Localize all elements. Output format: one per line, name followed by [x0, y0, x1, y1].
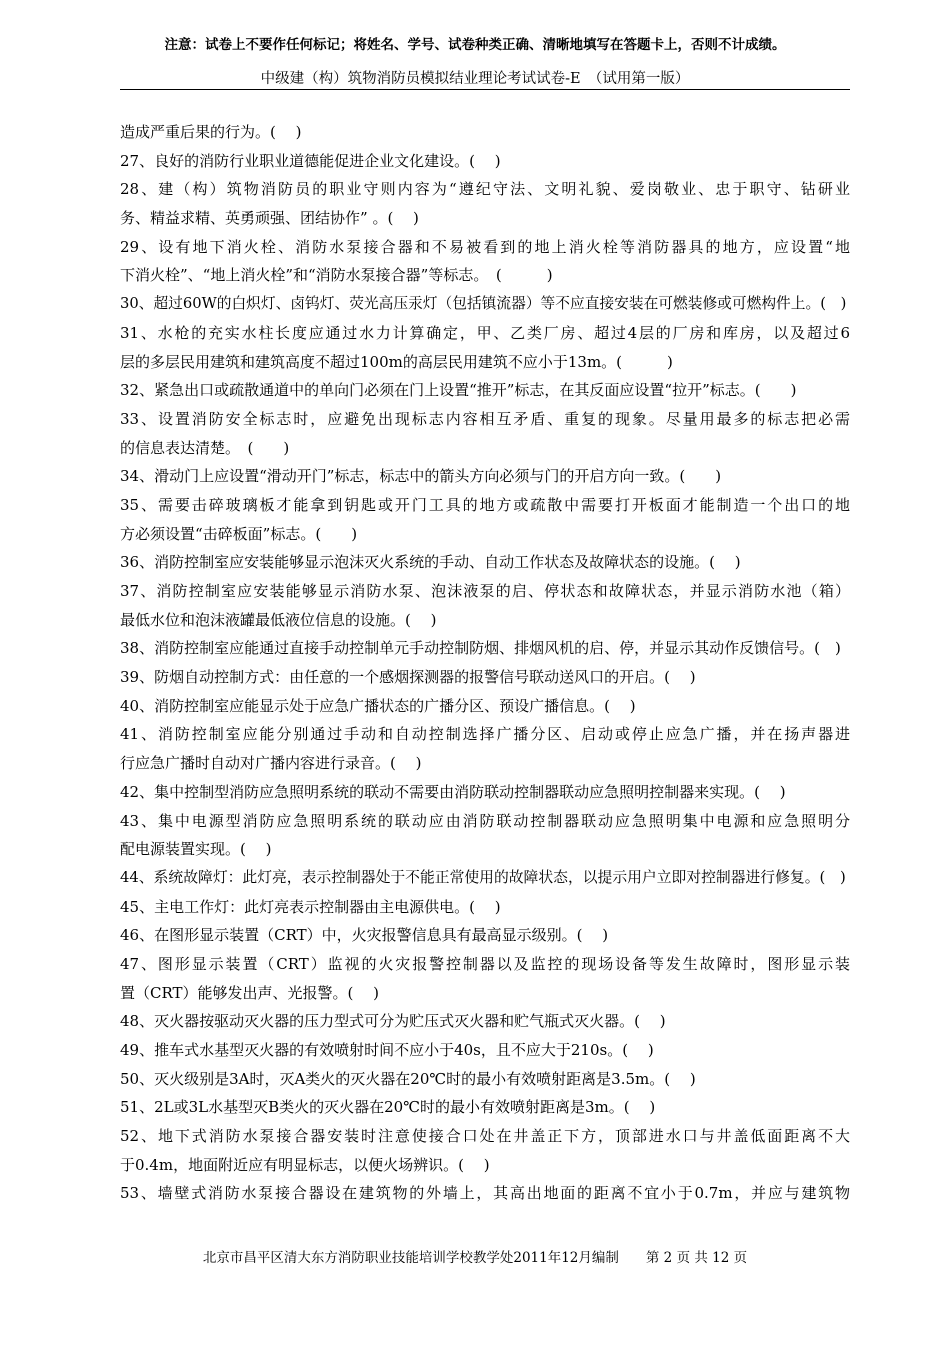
question-line: 40、消防控制室应能显示处于应急广播状态的广播分区、预设广播信息。( ) [120, 696, 636, 715]
question-line: 30、超过60W的白炽灯、卤钨灯、荧光高压汞灯（包括镇流器）等不应直接安装在可燃装修或可燃构件上。( ) [120, 295, 847, 313]
question-line: 43、集中电源型消防应急照明系统的联动应由消防联动控制器联动应急照明集中电源和应急照明分 [120, 811, 850, 830]
question-line: 27、良好的消防行业职业道德能促进企业文化建设。( ) [120, 151, 501, 170]
page-footer: 北京市昌平区清大东方消防职业技能培训学校教学处2011年12月编制 第 2 页 共 12 页 [202, 1250, 748, 1266]
question-line: 29、设有地下消火栓、消防水泵接合器和不易被看到的地上消火栓等消防器具的地方，应设置“地 [120, 237, 850, 256]
question-line: 45、主电工作灯：此灯亮表示控制器由主电源供电。( ) [120, 897, 501, 916]
header-divider [120, 89, 850, 90]
question-body [120, 118, 850, 1208]
question-line: 49、推车式水基型灭火器的有效喷射时间不应小于40s，且不应大于210s。( ) [120, 1041, 654, 1059]
question-line: 33、设置消防安全标志时，应避免出现标志内容相互矛盾、重复的现象。尽量用最多的标志把必需 [120, 409, 850, 428]
question-line: 36、消防控制室应安装能够显示泡沫灭火系统的手动、自动工作状态及故障状态的设施。( ) [120, 553, 741, 572]
question-line: 42、集中控制型消防应急照明系统的联动不需要由消防联动控制器联动应急照明控制器来实现。( ) [120, 782, 786, 801]
question-line: 下消火栓”、“地上消火栓”和“消防水泵接合器”等标志。 ( ) [120, 266, 553, 285]
question-line: 层的多层民用建筑和建筑高度不超过100m的高层民用建筑不应小于13m。( ) [120, 352, 673, 371]
question-line: 行应急广播时自动对广播内容进行录音。( ) [120, 754, 422, 773]
question-line: 46、在图形显示装置（CRT）中，火灾报警信息具有最高显示级别。( ) [120, 926, 609, 945]
question-line: 方必须设置“击碎板面”标志。( ) [120, 524, 358, 543]
question-line: 32、紧急出口或疏散通道中的单向门必须在门上设置“推开”标志，在其反面应设置“拉开”标志。( ) [120, 381, 797, 400]
question-line: 最低水位和泡沫液罐最低液位信息的设施。( ) [120, 610, 437, 629]
question-line: 于0.4m，地面附近应有明显标志，以便火场辨识。( ) [120, 1155, 490, 1174]
question-line: 35、需要击碎玻璃板才能拿到钥匙或开门工具的地方或疏散中需要打开板面才能制造一个出口的地 [120, 495, 850, 514]
question-line: 44、系统故障灯：此灯亮，表示控制器处于不能正常使用的故障状态，以提示用户立即对控制器进行修复。( ) [120, 868, 846, 886]
exam-title: 中级建（构）筑物消防员模拟结业理论考试试卷-E （试用第一版） [260, 71, 690, 87]
question-line: 34、滑动门上应设置“滑动开门”标志，标志中的箭头方向必须与门的开启方向一致。( ) [120, 467, 722, 486]
question-line: 的信息表达清楚。 ( ) [120, 438, 290, 457]
question-line: 48、灭火器按驱动灭火器的压力型式可分为贮压式灭火器和贮气瓶式灭火器。( ) [120, 1012, 666, 1031]
question-line: 38、消防控制室应能通过直接手动控制单元手动控制防烟、排烟风机的启、停，并显示其动作反馈信号。( ) [120, 639, 841, 658]
question-line: 53、墙壁式消防水泵接合器设在建筑物的外墙上，其高出地面的距离不宜小于0.7m，并应与建筑物 [120, 1184, 850, 1203]
question-line: 配电源装置实现。( ) [120, 840, 272, 859]
question-line: 28、建（构）筑物消防员的职业守则内容为“遵纪守法、文明礼貌、爱岗敬业、忠于职守、钻研业 [120, 180, 850, 199]
question-line: 造成严重后果的行为。( ) [120, 123, 302, 141]
question-line: 52、地下式消防水泵接合器安装时注意使接合口处在井盖正下方，顶部进水口与井盖低面距离不大 [120, 1127, 850, 1146]
question-line: 41、消防控制室应能分别通过手动和自动控制选择广播分区、启动或停止应急广播，并在扬声器进 [120, 725, 850, 744]
question-line: 39、防烟自动控制方式：由任意的一个感烟探测器的报警信号联动送风口的开启。( ) [120, 668, 696, 687]
question-line: 务、精益求精、英勇顽强、团结协作” 。( ) [120, 209, 419, 228]
question-line: 50、灭火级别是3A时，灭A类火的灭火器在20℃时的最小有效喷射距离是3.5m。( ) [120, 1069, 696, 1088]
exam-notice: 注意：试卷上不要作任何标记；将姓名、学号、试卷种类正确、清晰地填写在答题卡上，否则不计成绩。 [164, 37, 786, 53]
question-line: 置（CRT）能够发出声、光报警。( ) [120, 983, 379, 1002]
question-line: 37、消防控制室应安装能够显示消防水泵、泡沫液泵的启、停状态和故障状态，并显示消防水池（箱） [120, 582, 850, 600]
question-line: 51、2L或3L水基型灭B类火的灭火器在20℃时的最小有效喷射距离是3m。( ) [120, 1098, 656, 1117]
question-line: 47、图形显示装置（CRT）监视的火灾报警控制器以及监控的现场设备等发生故障时，图形显示装 [120, 954, 850, 973]
question-line: 31、水枪的充实水柱长度应通过水力计算确定，甲、乙类厂房、超过4层的厂房和库房，以及超过6 [120, 323, 850, 342]
